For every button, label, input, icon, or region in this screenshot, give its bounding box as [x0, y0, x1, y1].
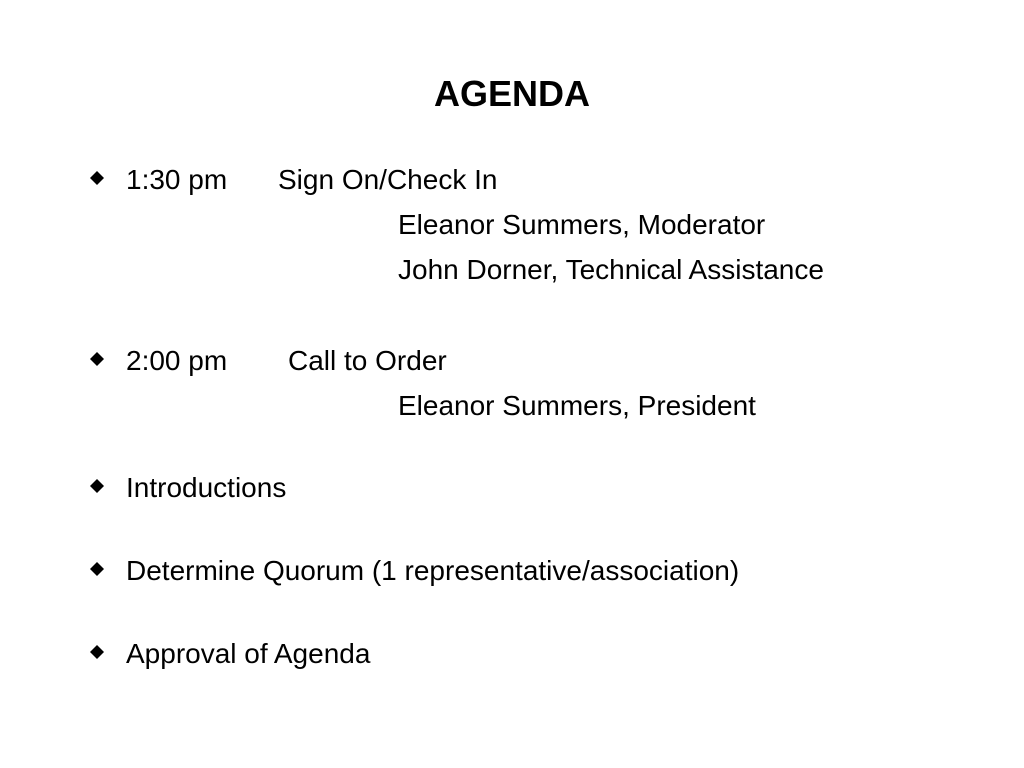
agenda-item-label: Sign On/Check In [278, 164, 498, 195]
diamond-bullet-icon [90, 562, 104, 576]
diamond-bullet-icon [90, 352, 104, 366]
diamond-bullet-icon [90, 479, 104, 493]
agenda-item-time: 2:00 pm [126, 345, 228, 376]
diamond-bullet-icon [90, 645, 104, 659]
diamond-bullet-icon [90, 171, 104, 185]
agenda-item-label: Determine Quorum (1 representative/association) [126, 555, 740, 586]
agenda-item-time: 1:30 pm [126, 164, 228, 195]
agenda-item-label: Call to Order [288, 345, 447, 376]
agenda-item-label: Introductions [126, 472, 287, 503]
agenda-item-label: Approval of Agenda [126, 638, 371, 669]
agenda-item-main [126, 163, 497, 197]
agenda-item-detail: John Dorner, Technical Assistance [398, 254, 824, 285]
agenda-item-detail: Eleanor Summers, Moderator [398, 209, 766, 240]
page-title: AGENDA [433, 73, 590, 114]
agenda-item-main [126, 344, 447, 378]
agenda-item-detail: Eleanor Summers, President [398, 390, 756, 421]
